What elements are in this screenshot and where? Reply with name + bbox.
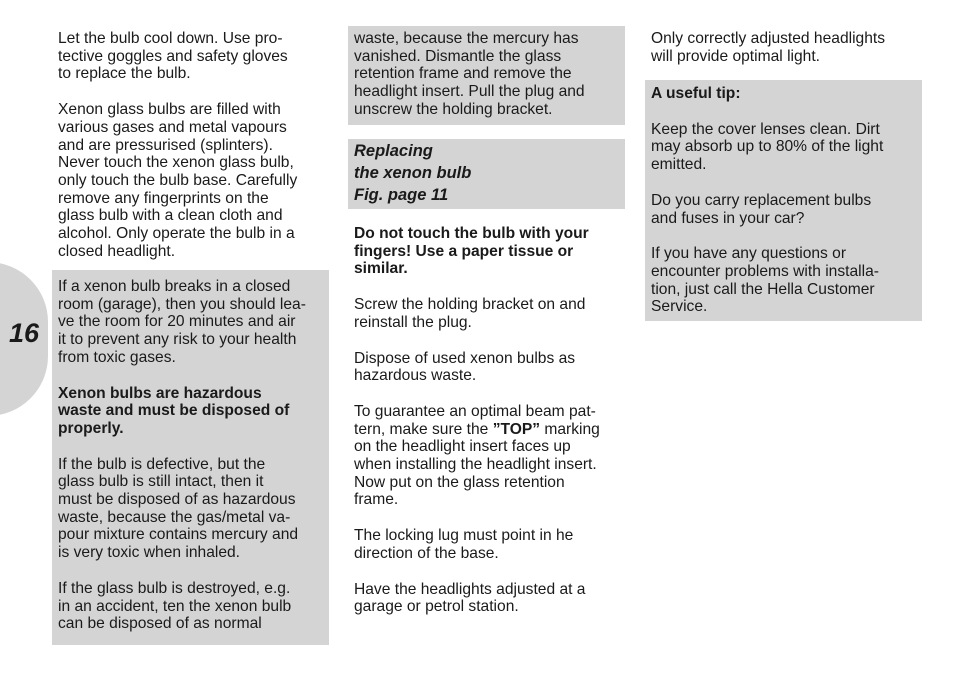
paragraph-xenon-glass: Xenon glass bulbs are filled with various gases and metal vapours and are pressurised (splinters). Never touch the xenon glass bulb, only touch the bulb base. Carefully remove any fingerprints on the glass bulb with a clean cloth and alcohol. Only operate the bulb in a closed headlight.: [58, 101, 298, 260]
paragraph-bulb-breaks: If a xenon bulb breaks in a closed room (garage), then you should lea- ve the room for 20 minutes and air it to prevent any risk to your health from toxic gases.: [58, 278, 306, 366]
paragraph-screw-bracket: Screw the holding bracket on and reinstall the plug.: [354, 296, 586, 331]
paragraph-replacement-bulbs: Do you carry replacement bulbs and fuses in your car?: [651, 191, 872, 227]
paragraph-cover-lenses: Keep the cover lenses clean. Dirt may absorb up to 80% of the light emitted.: [651, 120, 884, 174]
column-1-text: [58, 30, 328, 278]
section-heading-replacing-bulb: Replacing the xenon bulb Fig. page 11: [348, 139, 625, 209]
column-2-shaded-box: [348, 26, 625, 125]
column-1-shaded-box: [52, 270, 329, 645]
paragraph-defective-bulb: If the bulb is defective, but the glass bulb is still intact, then it must be disposed of as hazardous waste, because the gas/metal va- pour mixture contains mercury and is very toxic when inhaled.: [58, 455, 299, 562]
warning-do-not-touch: Do not touch the bulb with your fingers! Use a paper tissue or similar.: [354, 225, 589, 278]
page-number: 16: [8, 318, 40, 348]
paragraph-locking-lug: The locking lug must point in he direction of the base.: [354, 527, 574, 562]
column-3-text: [651, 30, 919, 83]
warning-hazardous-waste: Xenon bulbs are hazardous waste and must be disposed of properly.: [58, 384, 290, 437]
tip-title: A useful tip:: [651, 85, 741, 102]
tip-box: [645, 80, 922, 321]
paragraph-dispose-bulbs: Dispose of used xenon bulbs as hazardous waste.: [354, 349, 576, 385]
paragraph-cool-down: Let the bulb cool down. Use pro- tective goggles and safety gloves to replace the bulb.: [58, 30, 288, 83]
paragraph-mercury-vanished: waste, because the mercury has vanished. Dismantle the glass retention frame and remove the headlight insert. Pull the plug and unscrew the holding bracket.: [354, 30, 585, 118]
column-2-text: [354, 225, 626, 634]
top-marking-label: ”TOP”: [492, 420, 541, 438]
paragraph-headlights-adjusted: Have the headlights adjusted at a garage or petrol station.: [354, 580, 586, 616]
paragraph-destroyed-bulb: If the glass bulb is destroyed, e.g. in an accident, ten the xenon bulb can be disposed of as normal: [58, 579, 292, 633]
paragraph-customer-service: If you have any questions or encounter problems with installa- tion, just call the Hella Customer Service.: [651, 245, 879, 316]
paragraph-beam-pattern: To guarantee an optimal beam pat- tern, make sure the ”TOP” marking on the headlight insert faces up when installing the headlight insert. Now put on the glass retention frame.: [354, 402, 600, 509]
paragraph-adjusted-headlights: Only correctly adjusted headlights will provide optimal light.: [651, 30, 886, 65]
